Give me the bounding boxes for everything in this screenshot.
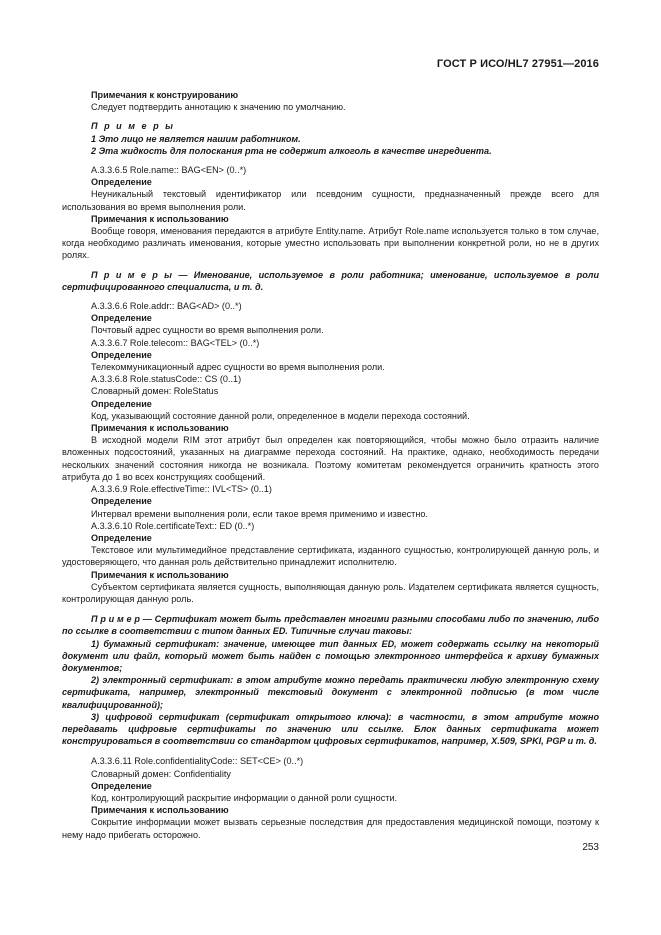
- paragraph: Неуникальный текстовый идентификатор или псевдоним сущности, предназначенный прежде всего для использования во время выполнения роли.: [62, 189, 599, 212]
- paragraph: Код, контролирующий раскрытие информации о данной роли сущности.: [91, 792, 398, 803]
- paragraph: Интервал времени выполнения роли, если такое время применимо и известно.: [91, 508, 428, 519]
- paragraph: Телекоммуникационный адрес сущности во время выполнения роли.: [91, 362, 385, 373]
- label-definition: Определение: [91, 496, 152, 507]
- paragraph: Сокрытие информации может вызвать серьезные последствия для предоставления медицинской помощи, поэтому к нему надо прибегать осторожно.: [62, 817, 599, 840]
- page-number: 253: [582, 842, 599, 853]
- paragraph: Текстовое или мультимедийное представление сертификата, изданного сущностью, контролирующей данную роль, и удостоверяющего, что данная роль действительно принадлежит исполнителю.: [62, 545, 599, 568]
- paragraph: Почтовый адрес сущности во время выполнения роли.: [91, 325, 324, 336]
- example-item: 1) бумажный сертификат: значение, имеющее тип данных ED, может содержать ссылку на некоторый документ или файл, который может быть найден с помощью электронного интерфейса к архиву бумажных документов;: [62, 638, 599, 673]
- label-usage-notes: Примечания к использованию: [91, 569, 229, 580]
- paragraph: Субъектом сертификата является сущность, выполняющая данную роль. Издателем сертификата является сущность, контролирующая данную роль.: [62, 581, 599, 604]
- example-item: 2 Эта жидкость для полоскания рта не содержит алкоголь в качестве ингредиента.: [91, 145, 492, 156]
- vocabulary-domain: Словарный домен: Confidentiality: [91, 768, 231, 779]
- example-note: П р и м е р ы — Именование, используемое в роли работника; именование, используемое в роли сертифицированного специалиста, и т. д.: [62, 269, 599, 292]
- label-definition: Определение: [91, 313, 152, 324]
- vocabulary-domain: Словарный домен: RoleStatus: [91, 386, 219, 397]
- label-definition: Определение: [91, 349, 152, 360]
- example-item: 2) электронный сертификат: в этом атрибуте можно передать практически любую электронную схему сертификата, например, электронный текстовый документ с электронной подписью (в том числе квалифицированной);: [62, 675, 599, 710]
- heading-design-notes: Примечания к конструированию: [91, 90, 239, 100]
- document-header: ГОСТ Р ИСО/HL7 27951—2016: [436, 58, 599, 70]
- section-heading: A.3.3.6.9 Role.effectiveTime:: IVL<TS> (0..1): [91, 484, 272, 495]
- section-heading: A.3.3.6.5 Role.name:: BAG<EN> (0..*): [91, 165, 247, 176]
- label-definition: Определение: [91, 398, 152, 409]
- examples-heading: П р и м е р ы: [91, 121, 175, 132]
- section-heading: A.3.3.6.6 Role.addr:: BAG<AD> (0..*): [91, 301, 242, 312]
- label-usage-notes: Примечания к использованию: [91, 805, 229, 816]
- paragraph: Вообще говоря, именования передаются в атрибуте Entity.name. Атрибут Role.name используется только в том случае, когда необходимо различать именования, которые уместно использовать при выполнении конкретной роли, но не в других ролях.: [62, 226, 599, 261]
- label-usage-notes: Примечания к использованию: [91, 213, 229, 224]
- section-heading: A.3.3.6.10 Role.certificateText:: ED (0..*): [91, 520, 255, 531]
- label-usage-notes: Примечания к использованию: [91, 423, 229, 434]
- example-note: П р и м е р — Сертификат может быть представлен многими разными способами либо по значению, либо по ссылке в соответствии с типом данных ED. Типичные случаи таковы:: [62, 614, 599, 637]
- paragraph: В исходной модели RIM этот атрибут был определен как повторяющийся, чтобы можно было отразить наличие вложенных подсостояний, указанных на диаграмме перехода состояний. На практике, однако, необходимость передачи нескольких значений состояния никогда не возникала. Поэтому комитетам рекомендуется ограничить кратность этого атрибута до 1 во всех конструкциях сообщений.: [62, 435, 599, 482]
- section-heading: A.3.3.6.7 Role.telecom:: BAG<TEL> (0..*): [91, 337, 260, 348]
- document-body: [62, 89, 599, 841]
- paragraph: Следует подтвердить аннотацию к значению по умолчанию.: [91, 102, 346, 113]
- section-heading: A.3.3.6.11 Role.confidentialityCode:: SET<CE> (0..*): [91, 756, 304, 767]
- label-definition: Определение: [91, 177, 152, 188]
- paragraph: Код, указывающий состояние данной роли, определенное в модели перехода состояний.: [91, 410, 470, 421]
- section-heading: A.3.3.6.8 Role.statusCode:: CS (0..1): [91, 374, 242, 385]
- example-item: 1 Это лицо не является нашим работником.: [91, 133, 301, 144]
- label-definition: Определение: [91, 532, 152, 543]
- example-item: 3) цифровой сертификат (сертификат открытого ключа): в частности, в этом атрибуте можно передавать цифровые сертификаты по значению или ссылке. Блок данных сертификата может конструироваться в соответствии со стандартом цифровых сертификатов, например, X.509, SPKI, PGP и т. д.: [62, 711, 599, 747]
- label-definition: Определение: [91, 780, 152, 791]
